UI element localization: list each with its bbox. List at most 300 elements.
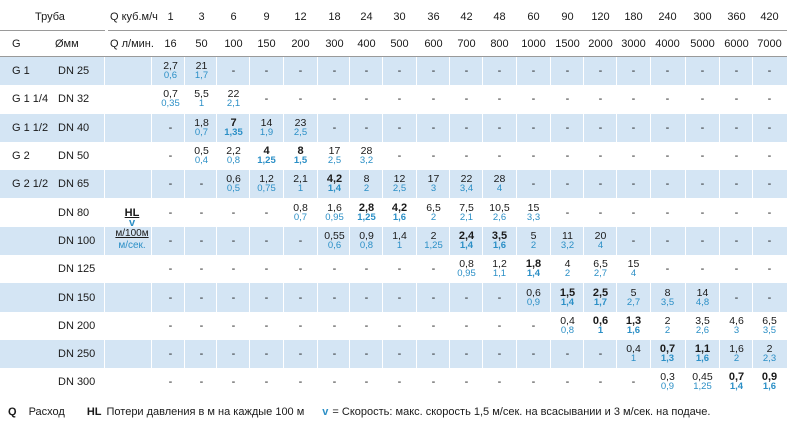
- cell-dash: -: [665, 206, 670, 219]
- table-cell: [651, 255, 684, 283]
- header-q-m3h-value: 9: [263, 10, 270, 23]
- cell-head-loss: 0,55: [324, 229, 345, 242]
- cell-velocity: 3,2: [359, 155, 374, 167]
- cell-head-loss: 0,4: [626, 343, 641, 356]
- cell-dash: -: [168, 206, 173, 219]
- cell-value-pair: [457, 260, 476, 278]
- table-cell: [450, 170, 483, 198]
- table-cell: [417, 199, 450, 227]
- table-cell: [417, 85, 450, 113]
- cell-value-pair: [294, 147, 307, 165]
- table-cell: [551, 255, 584, 283]
- cell-head-loss: 17: [427, 173, 440, 186]
- cell-velocity: 1: [396, 239, 403, 251]
- cell-dash: -: [231, 376, 236, 389]
- cell-value-pair: [695, 345, 710, 363]
- cell-value-pair: [626, 345, 641, 363]
- table-row: [0, 114, 787, 142]
- cell-velocity: 0,95: [457, 268, 476, 280]
- header-q-m3h-value: 48: [493, 10, 506, 23]
- cell-dash: -: [364, 121, 369, 134]
- cell-velocity: 2,5: [293, 126, 308, 138]
- grid-vline: [382, 57, 383, 397]
- header-q-m3h-value: 18: [328, 10, 341, 23]
- table-cell: [651, 227, 684, 255]
- cell-dash: -: [231, 206, 236, 219]
- cell-velocity: 1,9: [259, 126, 274, 138]
- cell-velocity: 4,8: [695, 296, 710, 308]
- cell-dash: -: [734, 121, 739, 134]
- cell-dash: -: [298, 263, 303, 276]
- cell-dash: -: [734, 291, 739, 304]
- table-cell: [551, 340, 584, 368]
- table-cell: [318, 255, 351, 283]
- header-q-lmin-value: 2000: [588, 38, 613, 50]
- grid-vline: [349, 57, 350, 397]
- cell-dash: -: [199, 263, 204, 276]
- cell-value-pair: [492, 260, 507, 278]
- cell-head-loss: 0,8: [459, 258, 474, 271]
- cell-value-pair: [327, 175, 342, 193]
- table-cell: [720, 283, 753, 311]
- cell-dash: -: [364, 93, 369, 106]
- cell-velocity: 2: [430, 211, 437, 223]
- header-divider: [0, 30, 105, 31]
- table-cell: [250, 142, 283, 170]
- table-cell: [686, 255, 719, 283]
- cell-dash: -: [168, 319, 173, 332]
- cell-value-pair: [660, 345, 675, 363]
- table-cell: [720, 199, 753, 227]
- cell-value-pair: [491, 229, 508, 251]
- table-cell: [517, 114, 550, 142]
- table-cell: [617, 85, 650, 113]
- row-dn-size: DN 65: [58, 178, 90, 191]
- cell-dash: -: [231, 319, 236, 332]
- cell-dash: -: [397, 121, 402, 134]
- table-cell: [584, 312, 617, 340]
- header-pipe-label: Труба: [35, 10, 65, 23]
- grid-vline: [752, 57, 753, 397]
- table-cell: [417, 114, 450, 142]
- cell-velocity: 4: [630, 268, 637, 280]
- table-cell: [517, 85, 550, 113]
- table-cell: [383, 368, 416, 396]
- header-q-lmin-value: 3000: [621, 38, 646, 50]
- cell-head-loss: 8: [363, 173, 370, 186]
- table-cell: [483, 255, 516, 283]
- cell-dash: -: [298, 348, 303, 361]
- cell-dash: -: [565, 206, 570, 219]
- table-cell: [154, 170, 187, 198]
- cell-dash: -: [767, 206, 772, 219]
- cell-head-loss: 2,1: [293, 173, 308, 186]
- cell-velocity: 1: [630, 353, 637, 365]
- cell-velocity: 1,35: [224, 126, 243, 138]
- cell-velocity: 1,1: [492, 268, 507, 280]
- footer-v-symbol: v: [322, 406, 329, 418]
- table-cell: [284, 57, 317, 85]
- table-cell: [250, 114, 283, 142]
- table-cell: [450, 368, 483, 396]
- cell-dash: -: [565, 150, 570, 163]
- table-cell: [250, 199, 283, 227]
- cell-velocity: 1,4: [526, 268, 541, 280]
- table-cell: [720, 85, 753, 113]
- table-cell: [584, 227, 617, 255]
- table-cell: [584, 340, 617, 368]
- cell-head-loss: 5,5: [194, 88, 209, 101]
- table-cell: [720, 170, 753, 198]
- cell-dash: -: [665, 121, 670, 134]
- grid-vline: [550, 57, 551, 397]
- footer-notes: [0, 403, 787, 421]
- table-cell: [318, 85, 351, 113]
- cell-value-pair: [357, 201, 376, 223]
- cell-value-pair: [460, 175, 473, 193]
- grid-vline: [416, 57, 417, 397]
- cell-dash: -: [598, 376, 603, 389]
- cell-dash: -: [531, 178, 536, 191]
- cell-value-pair: [560, 314, 575, 336]
- grid-vline: [616, 57, 617, 397]
- cell-dash: -: [431, 348, 436, 361]
- cell-dash: -: [565, 178, 570, 191]
- cell-dash: -: [631, 121, 636, 134]
- cell-head-loss: 2,4: [458, 229, 475, 242]
- cell-dash: -: [665, 65, 670, 78]
- cell-velocity: 1,6: [392, 211, 407, 223]
- cell-dash: -: [264, 319, 269, 332]
- table-cell: [250, 85, 283, 113]
- table-cell: [450, 199, 483, 227]
- cell-value-pair: [626, 286, 641, 308]
- header-q-m3h-value: 90: [561, 10, 574, 23]
- cell-dash: -: [431, 291, 436, 304]
- header-row-qlmin: [0, 32, 787, 56]
- cell-dash: -: [397, 291, 402, 304]
- header-q-m3h-value: 6: [230, 10, 237, 23]
- cell-head-loss: 5: [530, 229, 537, 242]
- cell-velocity: 1,25: [357, 211, 376, 223]
- table-cell: [686, 142, 719, 170]
- table-cell: [753, 57, 786, 85]
- table-cell: [350, 255, 383, 283]
- cell-velocity: 1,25: [257, 155, 276, 167]
- cell-dash: -: [199, 291, 204, 304]
- cell-dash: -: [264, 234, 269, 247]
- table-cell: [753, 312, 786, 340]
- header-q-lmin-value: 600: [424, 38, 443, 50]
- table-cell: [651, 85, 684, 113]
- table-cell: [617, 255, 650, 283]
- table-cell: [318, 312, 351, 340]
- cell-velocity: 2,1: [459, 211, 474, 223]
- table-cell: [350, 114, 383, 142]
- table-cell: [753, 142, 786, 170]
- table-cell: [383, 114, 416, 142]
- table-cell: [154, 142, 187, 170]
- cell-dash: -: [531, 150, 536, 163]
- cell-dash: -: [332, 376, 337, 389]
- cell-head-loss: 14: [260, 116, 273, 129]
- cell-value-pair: [664, 314, 671, 336]
- cell-head-loss: 1,5: [559, 286, 576, 299]
- table-cell: [250, 312, 283, 340]
- table-cell: [383, 170, 416, 198]
- table-row: [0, 142, 787, 170]
- grid-vline: [516, 57, 517, 397]
- table-cell: [584, 57, 617, 85]
- table-cell: [551, 142, 584, 170]
- cell-value-pair: [392, 229, 407, 251]
- cell-dash: -: [298, 65, 303, 78]
- table-cell: [284, 85, 317, 113]
- cell-dash: -: [531, 319, 536, 332]
- cell-dash: -: [431, 93, 436, 106]
- table-cell: [686, 283, 719, 311]
- header-q-m3h-value: 1: [167, 10, 174, 23]
- cell-head-loss: 0,9: [761, 371, 778, 384]
- cell-dash: -: [497, 348, 502, 361]
- cell-value-pair: [257, 175, 276, 193]
- cell-dash: -: [431, 319, 436, 332]
- cell-head-loss: 0,7: [659, 343, 676, 356]
- cell-head-loss: 0,8: [293, 201, 308, 214]
- cell-dash: -: [364, 65, 369, 78]
- cell-velocity: 1: [198, 98, 205, 110]
- cell-dash: -: [700, 121, 705, 134]
- table-cell: [217, 227, 250, 255]
- table-row: [0, 85, 787, 113]
- cell-dash: -: [168, 263, 173, 276]
- cell-velocity: 2: [664, 324, 671, 336]
- cell-velocity: 3,4: [459, 183, 474, 195]
- cell-head-loss: 1,2: [259, 173, 274, 186]
- cell-dash: -: [665, 178, 670, 191]
- table-cell: [350, 283, 383, 311]
- header-q-m3h-value: 30: [393, 10, 406, 23]
- table-cell: [651, 57, 684, 85]
- table-cell: [318, 283, 351, 311]
- cell-head-loss: 1,6: [327, 201, 342, 214]
- table-cell: [284, 368, 317, 396]
- cell-dash: -: [464, 291, 469, 304]
- cell-dash: -: [264, 291, 269, 304]
- cell-head-loss: 0,9: [359, 229, 374, 242]
- cell-head-loss: 1,4: [392, 229, 407, 242]
- table-cell: [383, 255, 416, 283]
- cell-dash: -: [298, 376, 303, 389]
- cell-dash: -: [665, 93, 670, 106]
- table-cell: [517, 255, 550, 283]
- cell-velocity: 3,5: [762, 324, 777, 336]
- grid-vline: [482, 57, 483, 397]
- table-cell: [517, 57, 550, 85]
- cell-dash: -: [734, 150, 739, 163]
- header-q-m3h-value: 180: [624, 10, 643, 23]
- table-cell: [551, 114, 584, 142]
- cell-head-loss: 0,3: [660, 371, 675, 384]
- table-cell: [185, 199, 218, 227]
- cell-dash: -: [767, 178, 772, 191]
- cell-velocity: 1,6: [762, 381, 777, 393]
- table-cell: [450, 255, 483, 283]
- grid-vline: [583, 57, 584, 397]
- cell-dash: -: [631, 178, 636, 191]
- cell-dash: -: [531, 121, 536, 134]
- cell-head-loss: 1,3: [625, 314, 642, 327]
- cell-value-pair: [428, 175, 440, 193]
- cell-dash: -: [364, 291, 369, 304]
- cell-dash: -: [231, 348, 236, 361]
- cell-dash: -: [598, 178, 603, 191]
- table-cell: [217, 114, 250, 142]
- table-cell: [517, 312, 550, 340]
- cell-velocity: 3,2: [560, 239, 575, 251]
- cell-dash: -: [767, 93, 772, 106]
- cell-velocity: 1,7: [593, 296, 608, 308]
- cell-head-loss: 22: [460, 173, 473, 186]
- cell-dash: -: [168, 376, 173, 389]
- cell-velocity: 2,6: [492, 211, 507, 223]
- cell-value-pair: [695, 286, 710, 308]
- cell-value-pair: [391, 201, 408, 223]
- table-cell: [753, 368, 786, 396]
- footer-v-text: = Скорость: макс. скорость 1,5 м/сек. на всасывании и 3 м/сек. на подаче.: [332, 406, 711, 418]
- cell-dash: -: [700, 93, 705, 106]
- header-q-m3h-value: 120: [591, 10, 610, 23]
- table-cell: [720, 57, 753, 85]
- cell-dash: -: [168, 150, 173, 163]
- table-cell: [350, 227, 383, 255]
- table-row: [0, 57, 787, 85]
- cell-velocity: 0,7: [293, 211, 308, 223]
- table-cell: [154, 283, 187, 311]
- table-cell: [551, 227, 584, 255]
- table-cell: [720, 368, 753, 396]
- row-g-size: G 2 1/2: [12, 178, 49, 191]
- cell-dash: -: [397, 319, 402, 332]
- table-cell: [217, 255, 250, 283]
- cell-head-loss: 1,8: [525, 258, 542, 271]
- table-cell: [584, 368, 617, 396]
- cell-value-pair: [763, 345, 776, 363]
- cell-dash: -: [767, 65, 772, 78]
- table-row: [0, 340, 787, 368]
- cell-value-pair: [458, 229, 475, 251]
- header-q-m3h-value: 300: [693, 10, 712, 23]
- cell-velocity: 1,4: [459, 239, 474, 251]
- table-cell: [154, 114, 187, 142]
- table-cell: [318, 114, 351, 142]
- cell-head-loss: 3,5: [695, 314, 710, 327]
- cell-value-pair: [762, 373, 777, 391]
- cell-velocity: 0,9: [660, 381, 675, 393]
- header-q-lmin-value: 700: [457, 38, 476, 50]
- cell-dash: -: [700, 65, 705, 78]
- footer-hl-text: Потери давления в м на каждые 100 м: [106, 406, 305, 418]
- table-cell: [383, 227, 416, 255]
- cell-velocity: 2,7: [593, 268, 608, 280]
- cell-dash: -: [397, 376, 402, 389]
- cell-value-pair: [293, 201, 308, 223]
- cell-dash: -: [397, 263, 402, 276]
- header-q-lmin-value: 1000: [521, 38, 546, 50]
- cell-value-pair: [625, 314, 642, 336]
- table-cell: [651, 170, 684, 198]
- table-cell: [284, 227, 317, 255]
- table-cell: [551, 57, 584, 85]
- cell-dash: -: [332, 93, 337, 106]
- cell-velocity: 0,35: [161, 98, 180, 110]
- cell-dash: -: [631, 65, 636, 78]
- cell-value-pair: [424, 229, 443, 251]
- cell-velocity: 1,6: [492, 239, 507, 251]
- header-q-lmin-value: 7000: [757, 38, 782, 50]
- cell-velocity: 0,8: [560, 324, 575, 336]
- table-cell: [284, 255, 317, 283]
- cell-head-loss: 28: [360, 145, 373, 158]
- cell-head-loss: 4,2: [391, 201, 408, 214]
- cell-velocity: 2,6: [695, 324, 710, 336]
- cell-head-loss: 22: [227, 88, 240, 101]
- cell-dash: -: [734, 178, 739, 191]
- table-cell: [450, 142, 483, 170]
- cell-velocity: 2,7: [626, 296, 641, 308]
- cell-dash: -: [665, 234, 670, 247]
- table-cell: [753, 85, 786, 113]
- table-cell: [217, 340, 250, 368]
- cell-dash: -: [665, 263, 670, 276]
- table-cell: [617, 170, 650, 198]
- grid-vline: [283, 57, 284, 397]
- header-q-m3h-value: 12: [294, 10, 307, 23]
- cell-velocity: 0,8: [359, 239, 374, 251]
- cell-dash: -: [631, 93, 636, 106]
- table-cell: [651, 283, 684, 311]
- cell-value-pair: [259, 116, 274, 138]
- header-q-lmin-value: 500: [390, 38, 409, 50]
- cell-head-loss: 2,5: [592, 286, 609, 299]
- table-cell: [383, 57, 416, 85]
- cell-velocity: 0,75: [257, 183, 276, 195]
- cell-dash: -: [431, 65, 436, 78]
- table-cell: [185, 340, 218, 368]
- cell-value-pair: [592, 314, 609, 336]
- cell-value-pair: [226, 175, 241, 193]
- row-dn-size: DN 300: [58, 376, 96, 389]
- cell-dash: -: [598, 93, 603, 106]
- table-cell: [284, 142, 317, 170]
- cell-value-pair: [729, 314, 744, 336]
- cell-velocity: 4: [496, 183, 503, 195]
- table-cell: [350, 368, 383, 396]
- header-q-m3h-value: 60: [527, 10, 540, 23]
- cell-velocity: 1,3: [660, 353, 675, 365]
- table-cell: [250, 368, 283, 396]
- cell-dash: -: [497, 376, 502, 389]
- cell-head-loss: 0,7: [728, 371, 745, 384]
- cell-dash: -: [464, 65, 469, 78]
- header-q-lmin-value: 800: [490, 38, 509, 50]
- table-cell: [483, 227, 516, 255]
- table-cell: [584, 114, 617, 142]
- grid-vline: [184, 57, 185, 397]
- cell-dash: -: [168, 348, 173, 361]
- cell-value-pair: [459, 201, 474, 223]
- table-cell: [720, 255, 753, 283]
